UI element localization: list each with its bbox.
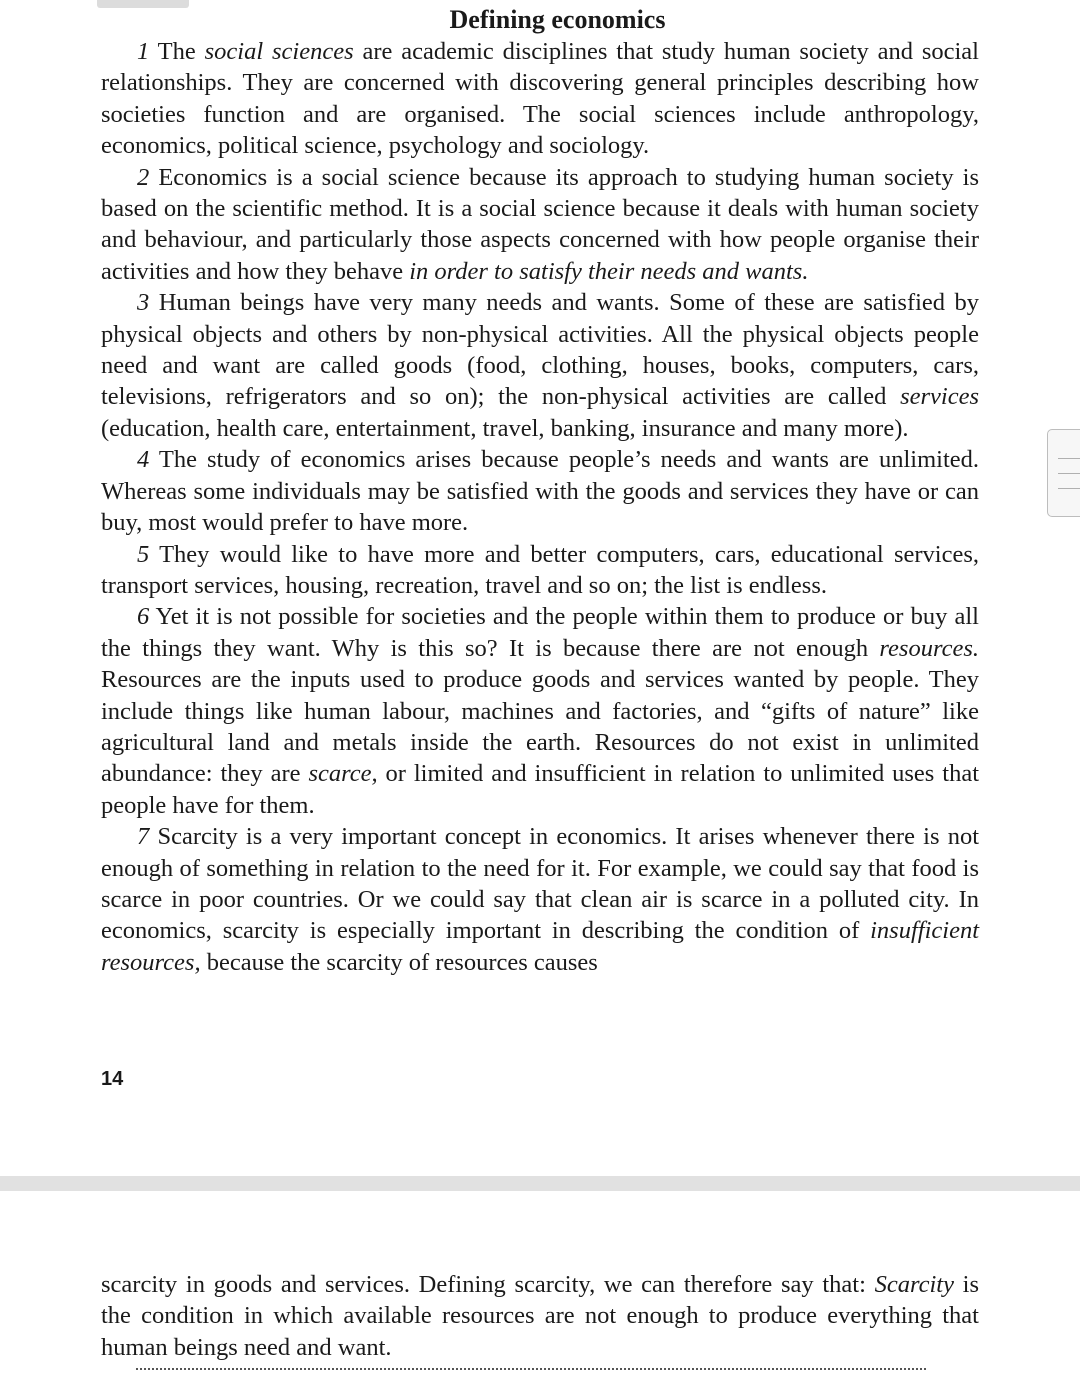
paragraph-number: 5 <box>137 540 150 568</box>
italic-text: social sciences <box>204 38 354 65</box>
italic-text: services <box>900 383 979 411</box>
page-number: 14 <box>101 1068 124 1090</box>
paragraph-continuation <box>101 1269 979 1363</box>
italic-text: Scarcity <box>874 1271 954 1298</box>
paragraph-number: 3 <box>137 289 150 317</box>
paragraph-number: 4 <box>137 446 150 474</box>
text-run: scarcity in goods and services. Defining scarcity, we can therefore say that: <box>101 1271 875 1298</box>
text-run: because the scarcity of resources causes <box>200 948 598 976</box>
italic-text: insufficient resources, <box>101 917 979 976</box>
paragraph-2 <box>101 162 979 288</box>
text-run: is the condition in which available resources are not enough to produce everything that human beings need and want. <box>101 1271 980 1361</box>
paragraph-3 <box>101 287 979 444</box>
paragraph-number: 7 <box>137 823 150 851</box>
text-run: Human beings have very many needs and wants. Some of these are satisfied by physical objects and others by non-physical activities. All the physical objects people need and want are called goods (food, clothing, houses, books, computers, cars, televisions, refrigerators and so on); the non-physical activities are called <box>101 289 979 411</box>
text-run: are academic disciplines that study human society and social relationships. They are concerned with discovering general principles describing how societies function and are organised. The social sciences include anthropology, economics, political science, psychology and sociology. <box>101 38 979 160</box>
italic-text: resources. <box>879 634 979 662</box>
grip-line <box>1058 473 1080 474</box>
body-text <box>101 36 979 978</box>
text-run: Scarcity is a very important concept in economics. It arises whenever there is not enough of something in relation to the need for it. For example, we could say that food is scarce in poor countries. Or we could say that clean air is scarce in a polluted city. In economics, scarcity is especially important in describing the condition of <box>101 823 979 945</box>
grip-line <box>1058 458 1080 459</box>
next-page <box>0 1191 1080 1374</box>
scroll-handle[interactable] <box>1047 429 1080 517</box>
text-run: or limited and insufficient in relation to unlimited uses that people have for them. <box>101 760 979 819</box>
paragraph-7 <box>101 821 979 978</box>
paragraph-1 <box>101 36 979 162</box>
page-title: Defining economics <box>449 5 666 34</box>
grip-line <box>1058 488 1080 489</box>
text-run: The <box>149 38 205 65</box>
paragraph-number: 6 <box>137 603 150 631</box>
text-run: Yet it is not possible for societies and the people within them to produce or buy all the things they want. Why is this so? It is because there are not enough <box>101 603 979 662</box>
page-separator <box>0 1176 1080 1191</box>
paragraph-6 <box>101 601 979 821</box>
text-run: Resources are the inputs used to produce goods and services wanted by people. They include things like human labour, machines and factories, and “gifts of nature” like agricultural land and metals inside the earth. Resources do not exist in unlimited abundance: they are <box>101 666 979 788</box>
text-run: The study of economics arises because people’s needs and wants are unlimited. Whereas some individuals may be satisfied with the goods and services they have or can buy, most would prefer to have more. <box>101 446 979 537</box>
text-run: They would like to have more and better computers, cars, educational services, transport services, housing, recreation, travel and so on; the list is endless. <box>101 540 979 599</box>
italic-text: scarce, <box>308 760 378 788</box>
next-page-text <box>101 1269 979 1363</box>
paragraph-5 <box>101 539 979 602</box>
italic-text: in order to satisfy their needs and wants. <box>409 257 809 285</box>
paragraph-number: 1 <box>137 38 150 65</box>
paragraph-4 <box>101 444 979 538</box>
paragraph-number: 2 <box>137 163 150 191</box>
text-run: (education, health care, entertainment, travel, banking, insurance and many more). <box>101 414 909 442</box>
cut-off-text-line <box>136 1361 926 1371</box>
text-run: Economics is a social science because its approach to studying human society is based on the scientific method. It is a social science because it deals with human society and behaviour, and particularly those aspects concerned with how people organise their activities and how they behave <box>101 163 979 285</box>
